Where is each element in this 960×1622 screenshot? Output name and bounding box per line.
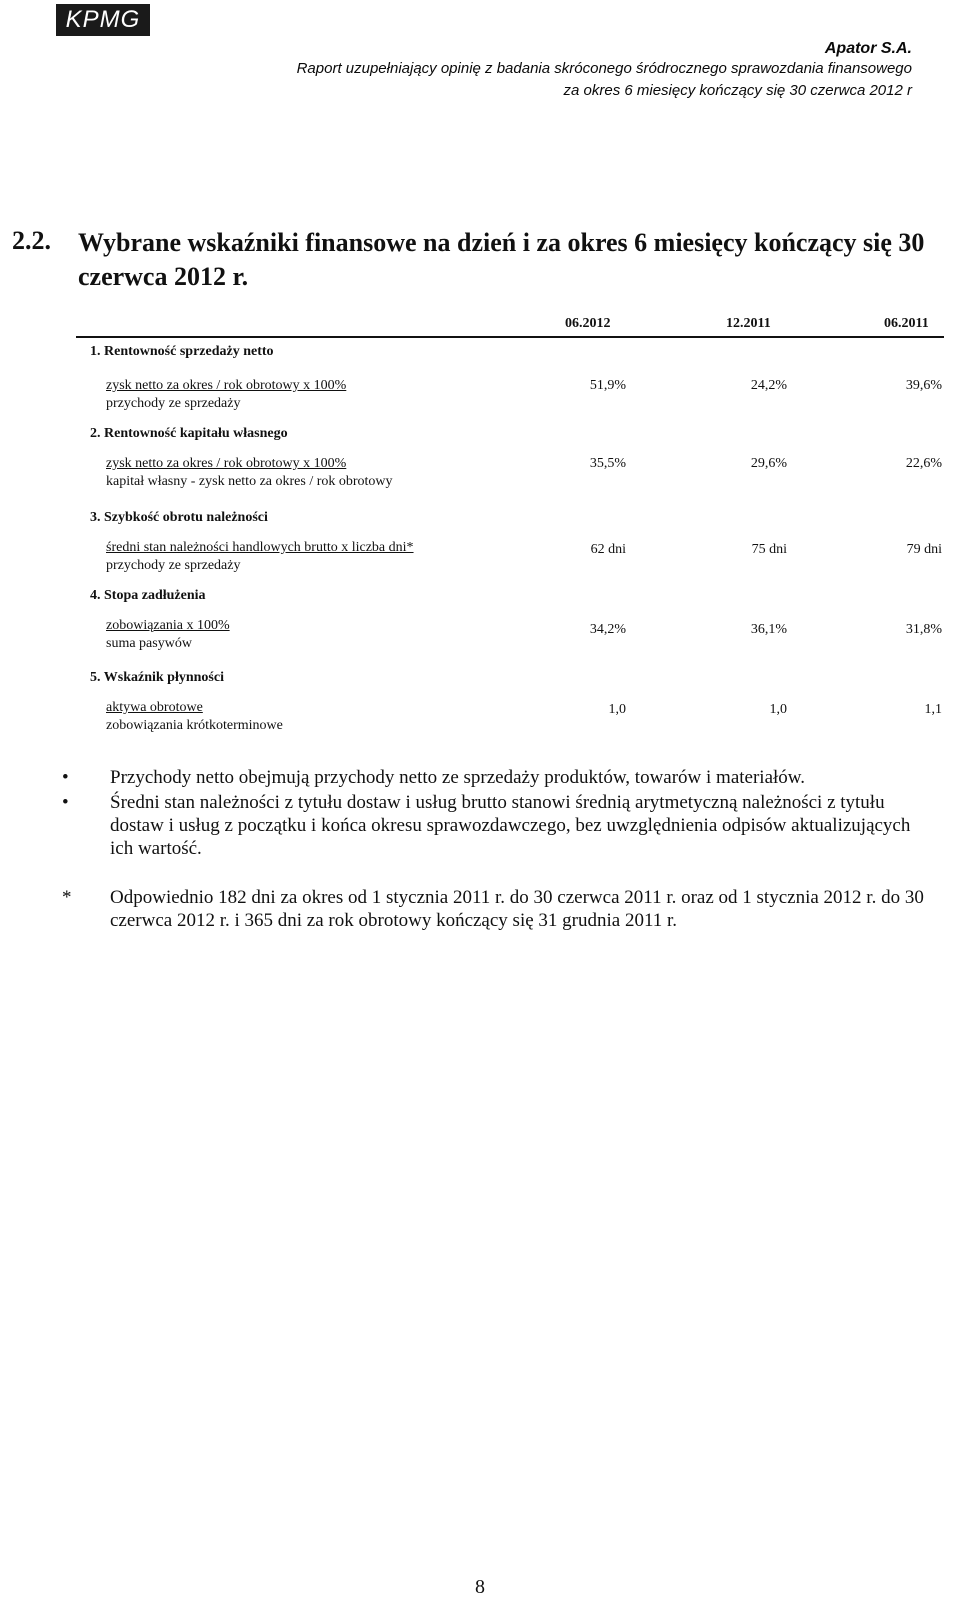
value-06-2011: 39,6% [905,378,942,393]
value-06-2012: 35,5% [589,456,626,471]
indicator-debt-ratio [90,588,950,604]
value-06-2011: 1,1 [924,702,942,717]
indicator-title: 4. Stopa zadłużenia [90,588,206,603]
ratio-formula [106,378,346,412]
value-06-2011: 79 dni [906,542,942,557]
ratio-formula [106,540,414,574]
note-text: Średni stan należności z tytułu dostaw i usług brutto stanowi średnią arytmetyczną należności z tytułu dostaw i usług z początku i końca okresu sprawozdawczego, bez uwzględnienia odpisów aktualizujących ich wartość. [110,792,911,859]
page-number: 8 [475,1576,485,1598]
ratio-denominator: zobowiązania krótkoterminowe [106,718,283,733]
indicator-title: 1. Rentowność sprzedaży netto [90,344,274,359]
note-days-count [58,886,928,932]
ratio-denominator: kapitał własny - zysk netto za okres / rok obrotowy [106,474,393,489]
section-number: 2.2. [12,226,51,255]
note-text: Przychody netto obejmują przychody netto ze sprzedaży produktów, towarów i materiałów. [110,767,806,788]
value-12-2011: 24,2% [750,378,787,393]
note-average-receivables [58,791,928,860]
ratio-numerator: średni stan należności handlowych brutto x liczba dni* [106,540,414,555]
indicator-title: 3. Szybkość obrotu należności [90,510,268,525]
indicator-liquidity-ratio [90,670,950,686]
note-net-revenue [58,766,928,789]
column-header-06-2011: 06.2011 [884,316,929,331]
ratio-formula [106,700,283,734]
value-06-2011: 22,6% [905,456,942,471]
bullet-icon: • [62,767,69,788]
indicator-title: 5. Wskaźnik płynności [90,670,224,685]
value-06-2011: 31,8% [905,622,942,637]
ratio-denominator: suma pasywów [106,636,192,651]
report-title-line2: za okres 6 miesięcy kończący się 30 czerwca 2012 r [563,82,912,99]
indicator-receivables-turnover [90,510,950,526]
ratio-numerator: zysk netto za okres / rok obrotowy x 100% [106,378,347,393]
indicator-equity-profitability [90,426,950,442]
indicator-title: 2. Rentowność kapitału własnego [90,426,288,441]
value-12-2011: 36,1% [750,622,787,637]
footnotes [58,766,928,934]
value-06-2012: 62 dni [590,542,626,557]
value-12-2011: 1,0 [769,702,787,717]
ratio-denominator: przychody ze sprzedaży [106,396,241,411]
header-rule [76,336,944,338]
ratio-numerator: aktywa obrotowe [106,700,203,715]
bullet-icon: • [62,792,69,813]
indicator-sales-profitability [90,344,950,360]
column-header-06-2012: 06.2012 [565,316,611,331]
ratio-numerator: zysk netto za okres / rok obrotowy x 100% [106,456,347,471]
section-title: Wybrane wskaźniki finansowe na dzień i za okres 6 miesięcy kończący się 30 czerwca 2012 r. [78,228,925,291]
column-header-12-2011: 12.2011 [726,316,771,331]
value-12-2011: 29,6% [750,456,787,471]
asterisk-icon: * [62,887,72,908]
value-06-2012: 34,2% [589,622,626,637]
value-06-2012: 1,0 [608,702,626,717]
value-12-2011: 75 dni [751,542,787,557]
note-text: Odpowiednio 182 dni za okres od 1 stycznia 2011 r. do 30 czerwca 2011 r. oraz od 1 stycznia 2012 r. do 30 czerwca 2012 r. i 365 dni za rok obrotowy kończący się 31 grudnia 2011 r. [110,887,924,931]
report-title-line1: Raport uzupełniający opinię z badania skróconego śródrocznego sprawozdania finansowego [296,60,912,77]
company-name: Apator S.A. [824,40,912,57]
ratio-formula [106,618,230,652]
ratio-numerator: zobowiązania x 100% [106,618,230,633]
value-06-2012: 51,9% [589,378,626,393]
ratio-denominator: przychody ze sprzedaży [106,558,241,573]
ratio-formula [106,456,393,490]
kpmg-logo: KPMG [56,4,150,36]
